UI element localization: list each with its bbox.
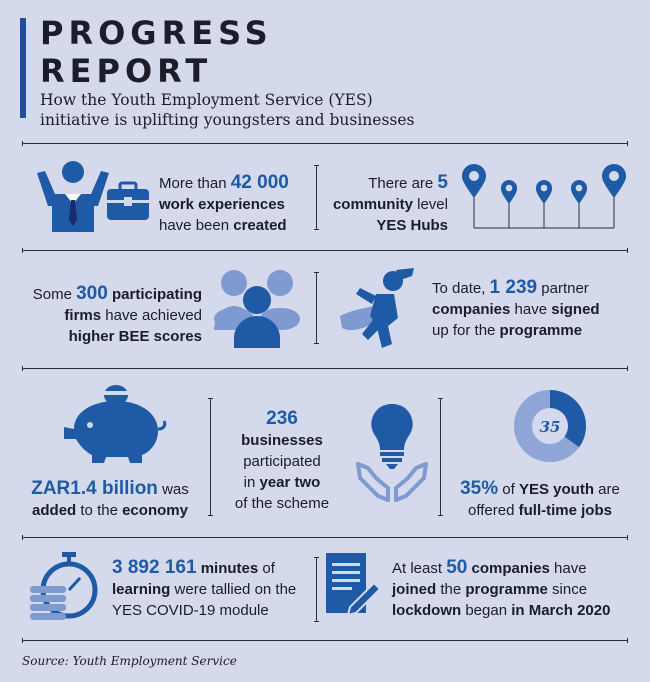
divider-2 bbox=[22, 250, 628, 251]
briefcase-icon bbox=[106, 183, 156, 223]
stat-youth-jobs: 35% of YES youth are offered full-time jobs bbox=[460, 478, 620, 519]
piggy-bank-icon bbox=[60, 385, 170, 465]
vdivider-4 bbox=[440, 398, 441, 516]
vdivider-5 bbox=[316, 557, 317, 622]
stat-work-experiences: More than 42 000 work experiences have been created bbox=[159, 172, 289, 234]
people-group-icon bbox=[214, 268, 304, 350]
page-title: PROGRESS REPORT bbox=[40, 14, 273, 90]
divider-5 bbox=[22, 640, 628, 641]
stat-companies-joined: At least 50 companies have joined the programme since lockdown began in March 2020 bbox=[392, 557, 611, 619]
stopwatch-coins-icon bbox=[30, 552, 100, 624]
stat-participating-firms: Some 300 participating firms have achieved higher BEE scores bbox=[32, 283, 202, 345]
stat-partner-companies: To date, 1 239 partner companies have signed up for the programme bbox=[432, 277, 600, 339]
document-pen-icon bbox=[326, 553, 382, 619]
divider-4 bbox=[22, 537, 628, 538]
divider-1 bbox=[22, 143, 628, 144]
accent-bar bbox=[20, 18, 26, 118]
pie-label: 35 bbox=[539, 418, 561, 436]
divider-3 bbox=[22, 368, 628, 369]
map-pin-icon bbox=[462, 164, 632, 234]
stat-businesses: 236 businesses participated in year two of the scheme bbox=[234, 408, 330, 512]
stat-yes-hubs: There are 5 community level YES Hubs bbox=[332, 172, 448, 234]
stat-economy: ZAR1.4 billion was added to the economy bbox=[31, 478, 189, 519]
superhero-icon bbox=[338, 268, 418, 352]
lightbulb-hands-icon bbox=[354, 404, 434, 504]
source-note: Source: Youth Employment Service bbox=[22, 654, 237, 668]
vdivider-2 bbox=[316, 272, 317, 344]
vdivider-1 bbox=[316, 165, 317, 230]
pie-chart-icon bbox=[514, 390, 586, 462]
page-subtitle: How the Youth Employment Service (YES) initiative is uplifting youngsters and businesses bbox=[40, 91, 415, 129]
stat-learning-minutes: 3 892 161 minutes of learning were tallied on the YES COVID-19 module bbox=[112, 557, 297, 619]
vdivider-3 bbox=[210, 398, 211, 516]
